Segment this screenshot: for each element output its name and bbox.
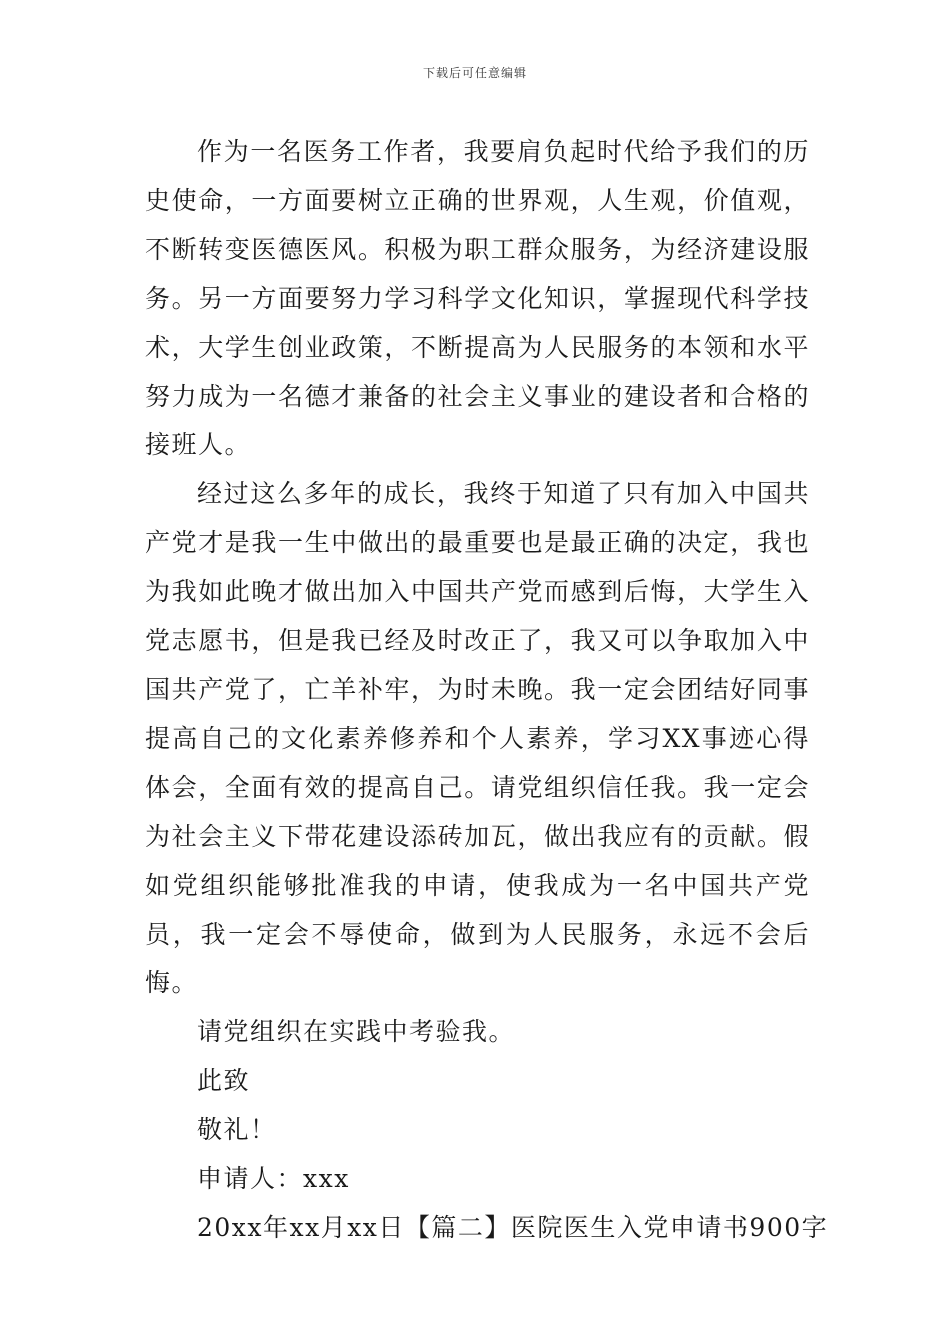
salutation: 此致	[197, 1066, 251, 1096]
paragraph-2: 经过这么多年的成长，我终于知道了只有加入中国共产党才是我一生中做出的最重要也是最正确的决定，我也为我如此晚才做出加入中国共产党而感到后悔，大学生入党志愿书，但是我已经及时改正了，我又可以争取加入中国共产党了，亡羊补牢，为时未晚。我一定会团结好同事提高自己的文化素养修养和个人素养，学习XX事迹心得体会，全面有效的提高自己。请党组织信任我。我一定会为社会主义下带花建设添砖加瓦，做出我应有的贡献。假如党组织能够批准我的申请，使我成为一名中国共产党员，我一定会不辱使命，做到为人民服务，永远不会后悔。	[145, 479, 810, 998]
respect-closing: 敬礼！	[197, 1115, 277, 1145]
closing-request: 请党组织在实践中考验我。	[197, 1017, 516, 1047]
document-body	[145, 128, 829, 1253]
applicant-signature: 申请人：xxx	[197, 1164, 350, 1194]
date-and-next-title: 20xx年xx月xx日【篇二】医院医生入党申请书900字	[197, 1212, 829, 1242]
page-header-note: 下载后可任意编辑	[422, 66, 527, 80]
paragraph-1: 作为一名医务工作者，我要肩负起时代给予我们的历史使命，一方面要树立正确的世界观，人生观，价值观，不断转变医德医风。积极为职工群众服务，为经济建设服务。另一方面要努力学习科学文化知识，掌握现代科学技术，大学生创业政策，不断提高为人民服务的本领和水平努力成为一名德才兼备的社会主义事业的建设者和合格的接班人。	[145, 137, 810, 460]
